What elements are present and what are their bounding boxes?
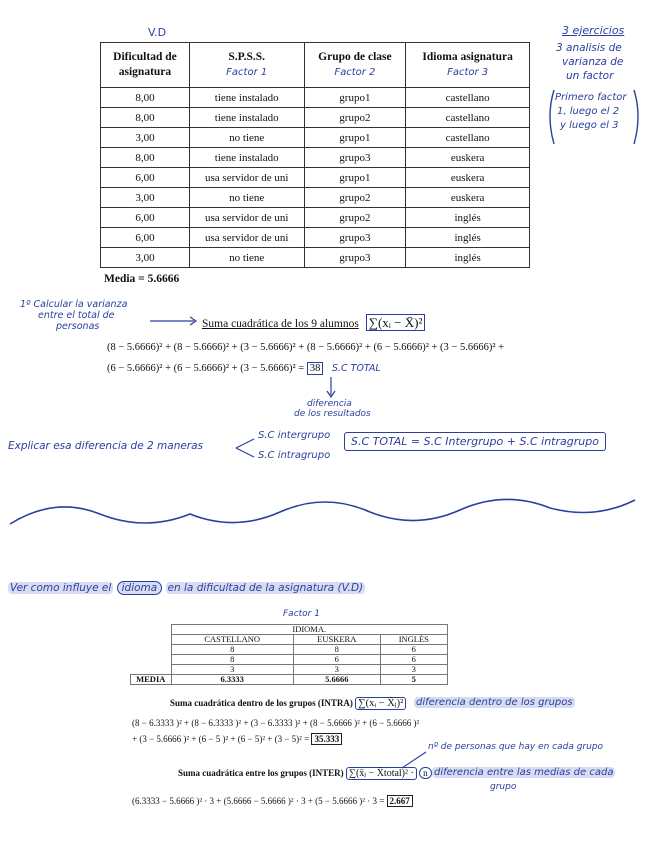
intra-formula: ∑(xᵢ − X̄ⱼ)² — [355, 697, 406, 710]
spss-cell: usa servidor de uni — [189, 208, 304, 228]
media-euskera: 5.6666 — [293, 675, 380, 685]
blank-cell — [131, 645, 172, 655]
idioma-table — [130, 624, 448, 685]
grupo-cell: grupo3 — [304, 228, 406, 248]
header-label: S.P.S.S. — [228, 51, 266, 63]
header-grupo — [304, 43, 406, 88]
dificultad-cell: 6,00 — [101, 168, 190, 188]
factor-note: Factor 2 — [334, 67, 376, 78]
idioma-cell: euskera — [406, 168, 530, 188]
inter-formula: ∑(x̄ⱼ − X̄total)² · — [346, 767, 417, 780]
sc-total-note: S.C TOTAL — [331, 363, 381, 374]
inter-eq-text: (6.3333 − 5.6666 )² · 3 + (5.6666 − 5.6666 )² · 3 + (5 − 5.6666 )² · 3 = — [132, 796, 385, 806]
grupo-cell: grupo3 — [304, 148, 406, 168]
media-castellano: 6.3333 — [171, 675, 293, 685]
idioma-value-cell: 8 — [171, 645, 293, 655]
table-row — [101, 148, 530, 168]
table-row — [101, 188, 530, 208]
idioma-cell: euskera — [406, 148, 530, 168]
grupo-cell: grupo2 — [304, 208, 406, 228]
side-paren-3: y luego el 3 — [560, 120, 619, 131]
side-note-title: 3 ejercicios — [562, 24, 625, 37]
intra-result: 35.333 — [311, 733, 342, 745]
intra-note: S.C intragrupo — [258, 450, 331, 461]
media-ingles: 5 — [380, 675, 447, 685]
intra-eq-2-text: + (3 − 5.6666 )² + (6 − 5 )² + (6 − 5)² + (3 − 5)² = — [132, 734, 310, 744]
table-row — [101, 168, 530, 188]
idioma-title: IDIOMA. — [171, 625, 448, 635]
heading-idioma-word: idioma — [117, 581, 163, 595]
media-label: MEDIA — [131, 675, 172, 685]
spss-cell: tiene instalado — [189, 108, 304, 128]
vd-note: V.D — [148, 26, 167, 39]
inter-note-2: grupo — [490, 782, 517, 792]
blank-cell — [131, 655, 172, 665]
side-note-line2: varianza de — [562, 56, 624, 68]
blank-cell — [131, 625, 172, 635]
idioma-value-cell: 8 — [293, 645, 380, 655]
idioma-col-headers — [131, 635, 448, 645]
step1-note-3: personas — [56, 321, 100, 332]
eq-line-2-text: (6 − 5.6666)² + (6 − 5.6666)² + (3 − 5.6666)² = — [107, 363, 305, 374]
dificultad-cell: 8,00 — [101, 148, 190, 168]
total-result: 38 — [307, 362, 324, 375]
spss-cell: no tiene — [189, 128, 304, 148]
header-label: Idioma asignatura — [422, 51, 513, 63]
data-table — [100, 42, 530, 268]
grupo-cell: grupo1 — [304, 88, 406, 108]
grupo-cell: grupo3 — [304, 248, 406, 268]
eq-line-1: (8 − 5.6666)² + (8 − 5.6666)² + (3 − 5.6666)² + (8 − 5.6666)² + (6 − 5.6666)² + (3 − 5.6666)² + — [107, 342, 505, 353]
idioma-cell: castellano — [406, 88, 530, 108]
dificultad-cell: 8,00 — [101, 88, 190, 108]
branch-icon — [234, 436, 256, 460]
table-row — [101, 248, 530, 268]
dificultad-cell: 3,00 — [101, 248, 190, 268]
idioma-title-row — [131, 625, 448, 635]
dificultad-cell: 8,00 — [101, 108, 190, 128]
col-ingles: INGLÉS — [380, 635, 447, 645]
idioma-value-cell: 6 — [380, 655, 447, 665]
intra-label — [170, 697, 406, 709]
grupo-cell: grupo2 — [304, 188, 406, 208]
idioma-value-cell: 6 — [380, 645, 447, 655]
idioma-value-cell: 3 — [293, 665, 380, 675]
heading-post: en la dificultad de la asignatura (V.D) — [167, 582, 364, 594]
media-value: Media = 5.6666 — [104, 273, 180, 285]
spss-cell: usa servidor de uni — [189, 228, 304, 248]
spss-cell: tiene instalado — [189, 88, 304, 108]
intra-eq-2 — [132, 734, 342, 744]
idioma-cell: inglés — [406, 248, 530, 268]
grupo-cell: grupo1 — [304, 168, 406, 188]
header-spss — [189, 43, 304, 88]
media-row — [131, 675, 448, 685]
inter-eq — [132, 796, 413, 806]
idioma-row — [131, 655, 448, 665]
table-row — [101, 108, 530, 128]
factor-note: Factor 1 — [226, 67, 268, 78]
arrow-down-icon — [326, 377, 336, 399]
inter-note: S.C intergrupo — [258, 430, 331, 441]
side-paren-1: Primero factor — [555, 92, 627, 103]
idioma-heading — [8, 582, 365, 594]
idioma-row — [131, 665, 448, 675]
side-note-line3: un factor — [566, 70, 614, 82]
table-row — [101, 128, 530, 148]
spss-cell: tiene instalado — [189, 148, 304, 168]
idioma-cell: castellano — [406, 128, 530, 148]
idioma-value-cell: 3 — [380, 665, 447, 675]
inter-note-1: diferencia entre las medias de cada — [434, 767, 614, 778]
explain-text: Explicar esa diferencia de 2 maneras — [8, 440, 204, 452]
dificultad-cell: 6,00 — [101, 208, 190, 228]
col-castellano: CASTELLANO — [171, 635, 293, 645]
diff-note-1: diferencia — [307, 399, 352, 409]
side-note-line1: 3 analisis de — [556, 42, 622, 54]
idioma-value-cell: 3 — [171, 665, 293, 675]
table-row — [101, 88, 530, 108]
step1-note-2: entre el total de — [38, 310, 115, 321]
diff-note-2: de los resultados — [294, 409, 371, 419]
col-euskera: EUSKERA — [293, 635, 380, 645]
step1-note-1: 1º Calcular la varianza — [20, 299, 128, 310]
table-row — [101, 228, 530, 248]
spss-cell: usa servidor de uni — [189, 168, 304, 188]
idioma-cell: inglés — [406, 228, 530, 248]
persons-note: nº de personas que hay en cada grupo — [428, 742, 604, 752]
blank-cell — [131, 665, 172, 675]
sum-formula: ∑(xᵢ − X̄)² — [366, 314, 426, 331]
spss-cell: no tiene — [189, 248, 304, 268]
idioma-cell: inglés — [406, 208, 530, 228]
intra-eq-1: (8 − 6.3333 )² + (8 − 6.3333 )² + (3 − 6.3333 )² + (8 − 5.6666 )² + (6 − 5.6666 )² — [132, 718, 420, 728]
inter-label — [178, 768, 432, 779]
arrow-right-icon — [150, 316, 200, 326]
inter-result: 2.667 — [387, 795, 413, 807]
grupo-cell: grupo1 — [304, 128, 406, 148]
blank-cell — [131, 635, 172, 645]
idioma-row — [131, 645, 448, 655]
idioma-value-cell: 8 — [171, 655, 293, 665]
heading-pre: Ver como influye el — [10, 582, 112, 594]
data-table-header — [101, 43, 530, 88]
intra-note: diferencia dentro de los grupos — [416, 697, 573, 708]
table-row — [101, 208, 530, 228]
side-paren-2: 1, luego el 2 — [557, 106, 620, 117]
idioma-cell: castellano — [406, 108, 530, 128]
sum-label — [202, 315, 425, 331]
dificultad-cell: 3,00 — [101, 128, 190, 148]
header-label: Grupo de clase — [318, 51, 392, 63]
inter-label-text: Suma cuadrática entre los grupos (INTER) — [178, 768, 344, 778]
grupo-cell: grupo2 — [304, 108, 406, 128]
dificultad-cell: 3,00 — [101, 188, 190, 208]
header-idioma — [406, 43, 530, 88]
idioma-cell: euskera — [406, 188, 530, 208]
idioma-value-cell: 6 — [293, 655, 380, 665]
header-label: asignatura — [118, 66, 172, 78]
header-label: Dificultad de — [113, 51, 177, 63]
spss-cell: no tiene — [189, 188, 304, 208]
dificultad-cell: 6,00 — [101, 228, 190, 248]
sc-total-box: S.C TOTAL = S.C Intergrupo + S.C intragrupo — [344, 432, 606, 451]
wavy-divider — [0, 490, 645, 540]
factor-note: Factor 3 — [447, 67, 489, 78]
factor-1-note: Factor 1 — [283, 609, 320, 619]
eq-line-2 — [107, 363, 381, 374]
intra-label-text: Suma cuadrática dentro de los grupos (INTRA) — [170, 698, 353, 708]
header-dificultad — [101, 43, 190, 88]
inter-n: n — [419, 767, 432, 779]
sum-label-text: Suma cuadrática de los 9 alumnos — [202, 318, 359, 330]
paren-bracket-icon — [546, 88, 645, 148]
